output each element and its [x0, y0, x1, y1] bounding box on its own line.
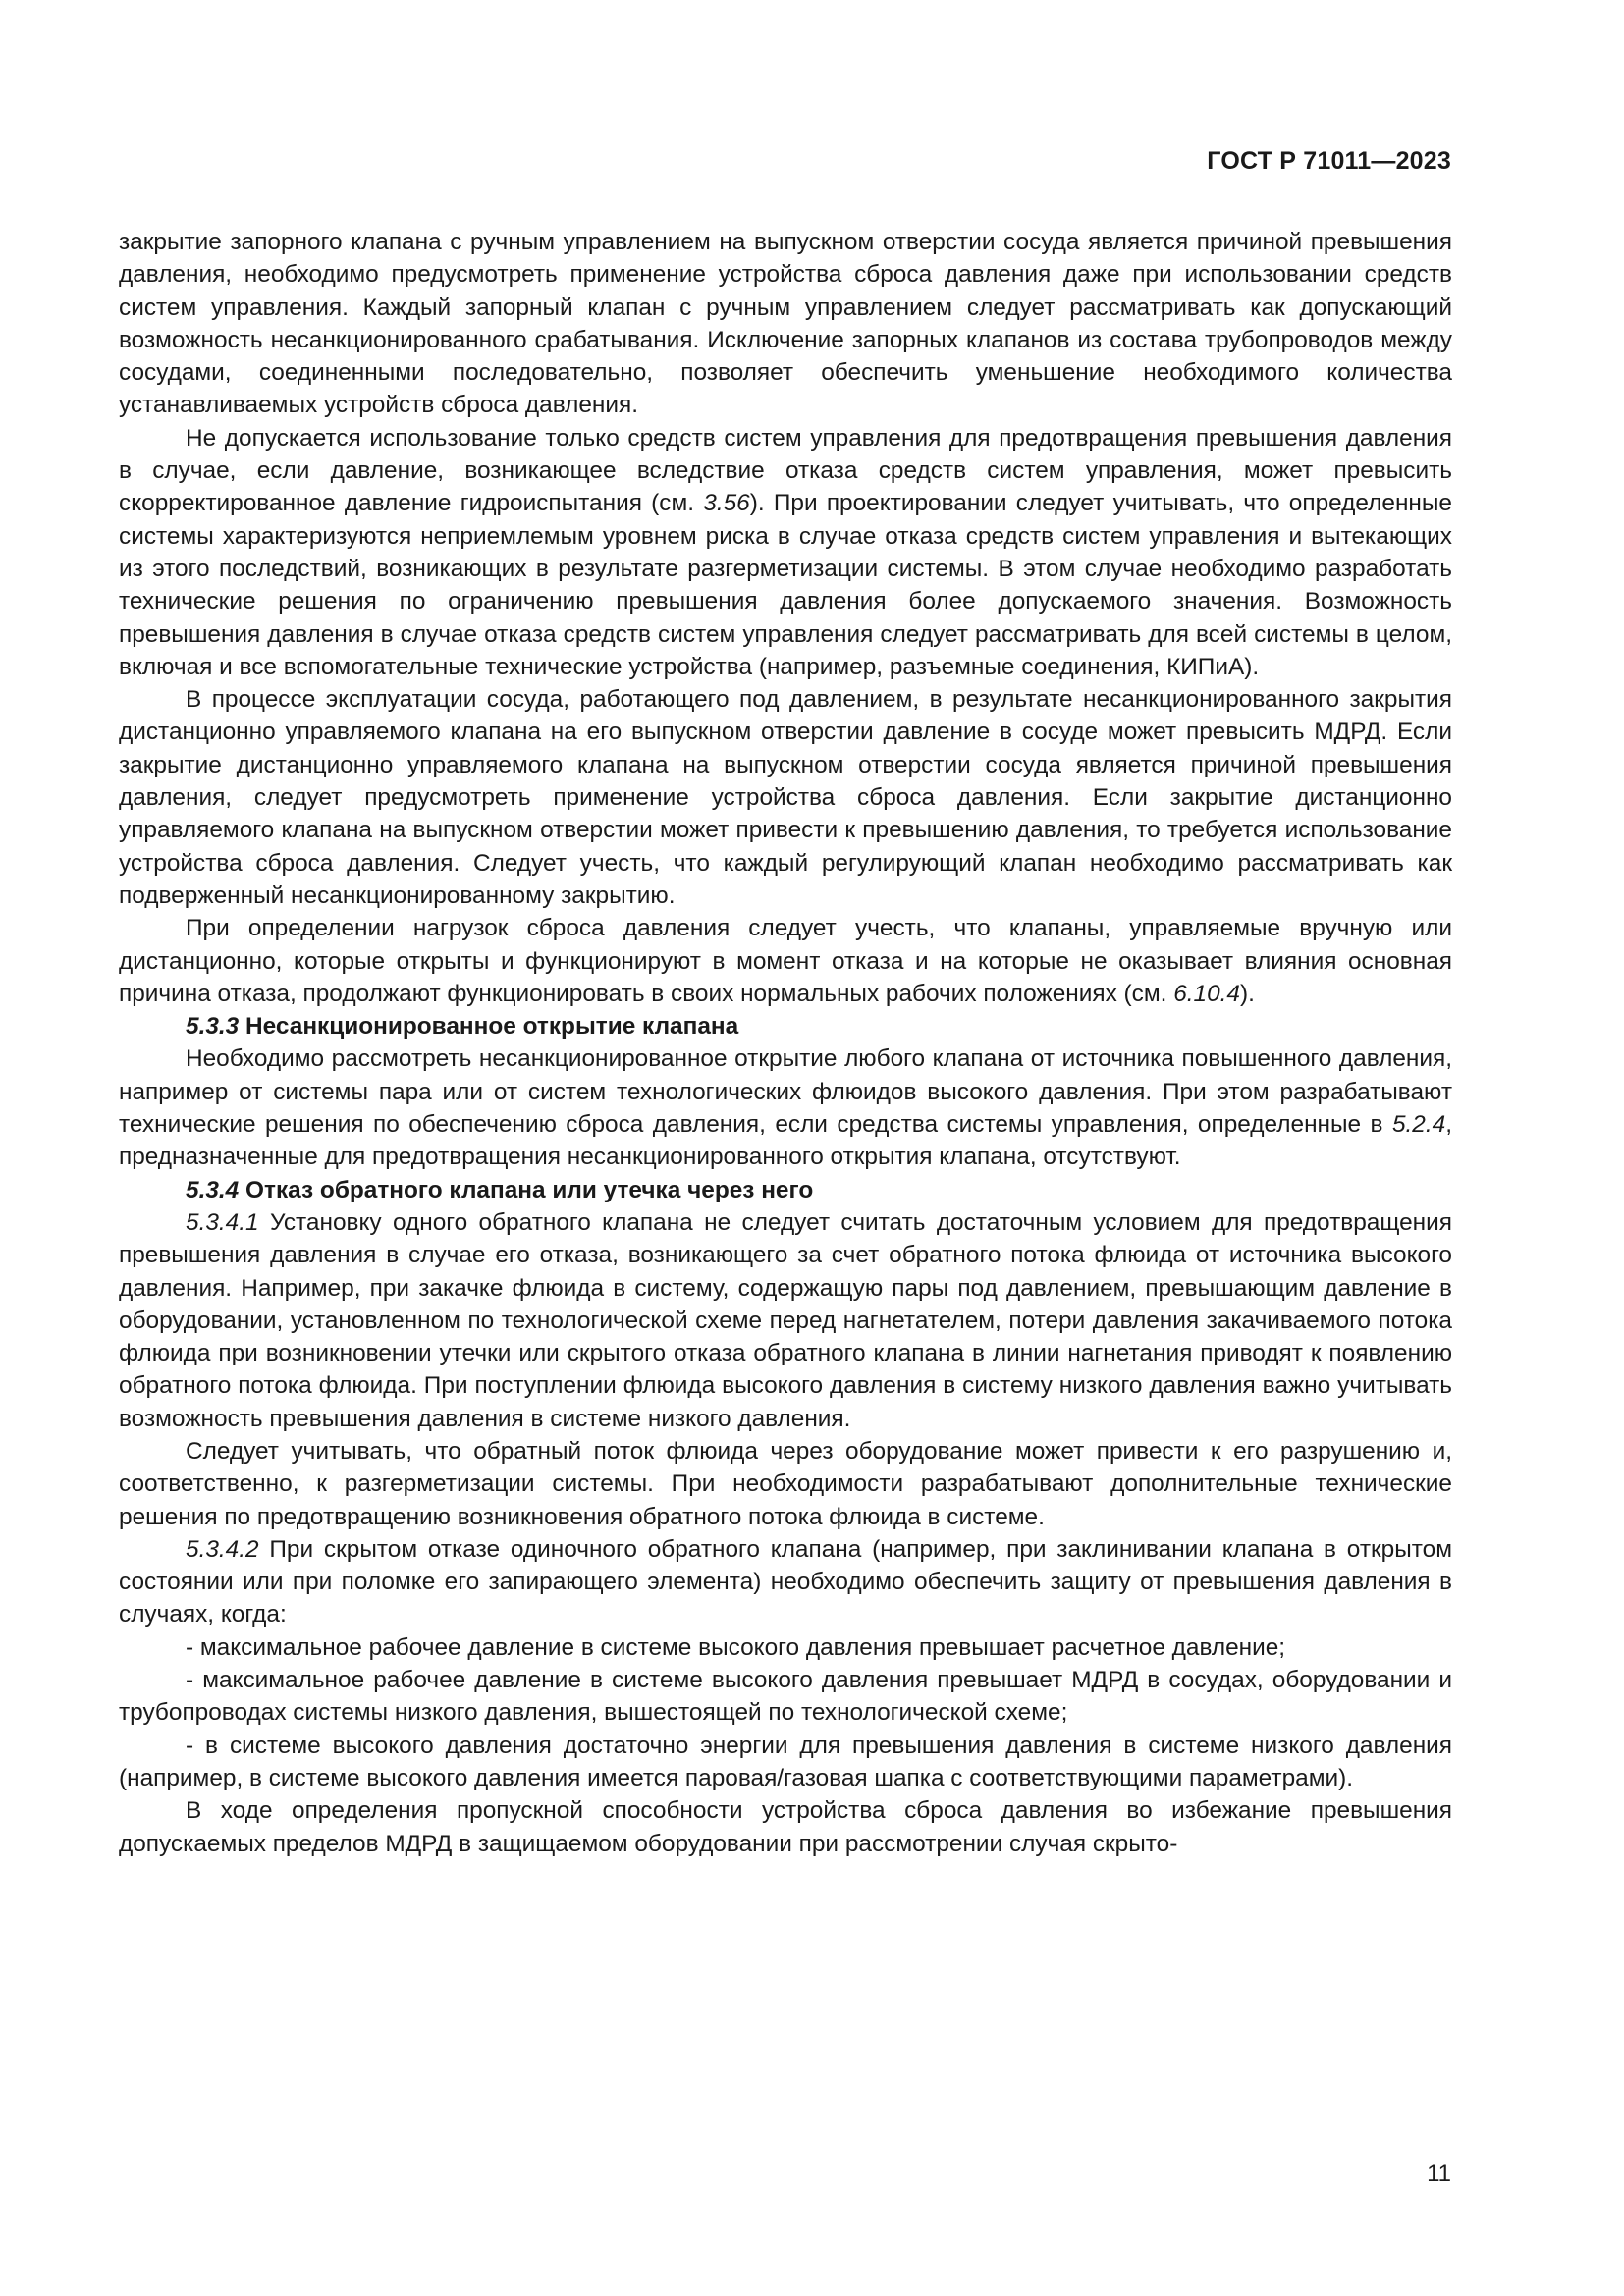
document-code-header: ГОСТ Р 71011—2023: [1207, 147, 1451, 175]
clause-5-3-4-1-text: Установку одного обратного клапана не следует считать достаточным условием для предотвращения превышения давления в случае его отказа, возникающего за счет обратного потока флюида от источника высокого давления. Например, при закачке флюида в систему, содержащую пары под давлением, превышающим давление в оборудовании, установленном по технологической схеме перед нагнетателем, потери давления закачиваемого потока флюида при возникновении утечки или скрытого отказа обратного клапана в линии нагнетания приводят к появлению обратного потока флюида. При поступлении флюида высокого давления в систему низкого давления важно учитывать возможность превышения давления в системе низкого давления.: [119, 1208, 1452, 1432]
paragraph-2-text-a: Не допускается использование только средств систем управления для предотвращения превышения давления в случае, если давление, возникающее вследствие отказа средств систем управления, может превысить скорректированное давление гидроиспытания (см.: [119, 424, 1452, 517]
reference-5-2-4: 5.2.4: [1391, 1111, 1446, 1139]
section-5-3-3-number: 5.3.3: [186, 1013, 240, 1041]
paragraph-7: Следует учитывать, что обратный поток флюида через оборудование может привести к его разрушению и, соответственно, к разгерметизации системы. При необходимости разрабатывают дополнительные технические решения по предотвращению возникновения обратного потока флюида в системе.: [119, 1437, 1452, 1530]
section-5-3-3-title: Несанкционированное открытие клапана: [245, 1013, 739, 1041]
section-5-3-4-number: 5.3.4: [186, 1176, 240, 1203]
clause-5-3-4-2-text: При скрытом отказе одиночного обратного клапана (например, при заклинивании клапана в открытом состоянии или при поломке его запирающего элемента) необходимо обеспечить защиту от превышения давления в случаях, когда:: [119, 1535, 1452, 1629]
reference-3-56: 3.56: [703, 490, 750, 517]
paragraph-5-3-4-1: [119, 1206, 1452, 1435]
paragraph-2-text-b: ). При проектировании следует учитывать, что определенные системы характеризуются неприемлемым уровнем риска в случае отказа средств систем управления и вытекающих из этого последствий, возникающих в результате разгерметизации системы. В этом случае необходимо разработать технические решения по ограничению превышения давления более допускаемого значения. Возможность превышения давления в случае отказа средств систем управления следует рассматривать для всей системы в целом, включая и все вспомогательные технические устройства (например, разъемные соединения, КИПиА).: [119, 490, 1452, 680]
paragraph-5-3-4-2: [119, 1533, 1452, 1631]
document-body: [119, 226, 1452, 1860]
page-number: 11: [1427, 2161, 1451, 2187]
paragraph-5: [119, 1042, 1452, 1173]
section-5-3-4-title: Отказ обратного клапана или утечка через него: [245, 1176, 814, 1203]
list-item-3: - в системе высокого давления достаточно энергии для превышения давления в системе низкого давления (например, в системе высокого давления имеется паровая/газовая шапка с соответствующими параметрами).: [119, 1732, 1452, 1791]
paragraph-5-text-a: Необходимо рассмотреть несанкционированное открытие любого клапана от источника повышенного давления, например от системы пара или от систем технологических флюидов высокого давления. При этом разрабатывают технические решения по обеспечению сброса давления, если средства системы управления, определенные в: [119, 1045, 1452, 1139]
paragraph-4-text-b: ).: [1240, 980, 1255, 1007]
paragraph-4: [119, 912, 1452, 1010]
paragraph-9: В ходе определения пропускной способности устройства сброса давления во избежание превышения допускаемых пределов МДРД в защищаемом оборудовании при рассмотрении случая скрыто-: [119, 1797, 1452, 1857]
reference-6-10-4: 6.10.4: [1173, 980, 1241, 1007]
paragraph-2: [119, 422, 1452, 683]
paragraph-4-text-a: При определении нагрузок сброса давления следует учесть, что клапаны, управляемые вручную или дистанционно, которые открыты и функционируют в момент отказа и на которые не оказывает влияния основная причина отказа, продолжают функционировать в своих нормальных рабочих положениях (см.: [119, 915, 1452, 1007]
clause-5-3-4-2-number: 5.3.4.2: [186, 1535, 259, 1563]
paragraph-1: закрытие запорного клапана с ручным управлением на выпускном отверстии сосуда является причиной превышения давления, необходимо предусмотреть применение устройства сброса давления даже при использовании средств систем управления. Каждый запорный клапан с ручным управлением следует рассматривать как допускающий возможность несанкционированного срабатывания. Исключение запорных клапанов из состава трубопроводов между сосудами, соединенными последовательно, позволяет обеспечить уменьшение необходимого количества устанавливаемых устройств сброса давления.: [119, 229, 1452, 419]
section-5-3-3-heading: [119, 1010, 1452, 1042]
paragraph-3: В процессе эксплуатации сосуда, работающего под давлением, в результате несанкционированного закрытия дистанционно управляемого клапана на его выпускном отверстии давление в сосуде может превысить МДРД. Если закрытие дистанционно управляемого клапана на выпускном отверстии сосуда является причиной превышения давления, следует предусмотреть применение устройства сброса давления. Если закрытие дистанционно управляемого клапана на выпускном отверстии может привести к превышению давления, то требуется использование устройства сброса давления. Следует учесть, что каждый регулирующий клапан необходимо рассматривать как подверженный несанкционированному закрытию.: [119, 686, 1452, 909]
list-item-1: - максимальное рабочее давление в системе высокого давления превышает расчетное давление;: [186, 1633, 1286, 1661]
list-item-2: - максимальное рабочее давление в системе высокого давления превышает МДРД в сосудах, оборудовании и трубопроводах системы низкого давления, вышестоящей по технологической схеме;: [119, 1667, 1452, 1727]
section-5-3-4-heading: [119, 1174, 1452, 1206]
clause-5-3-4-1-number: 5.3.4.1: [186, 1208, 259, 1236]
paragraph-5-text-b: , предназначенные для предотвращения несанкционированного открытия клапана, отсутствуют.: [119, 1111, 1452, 1171]
